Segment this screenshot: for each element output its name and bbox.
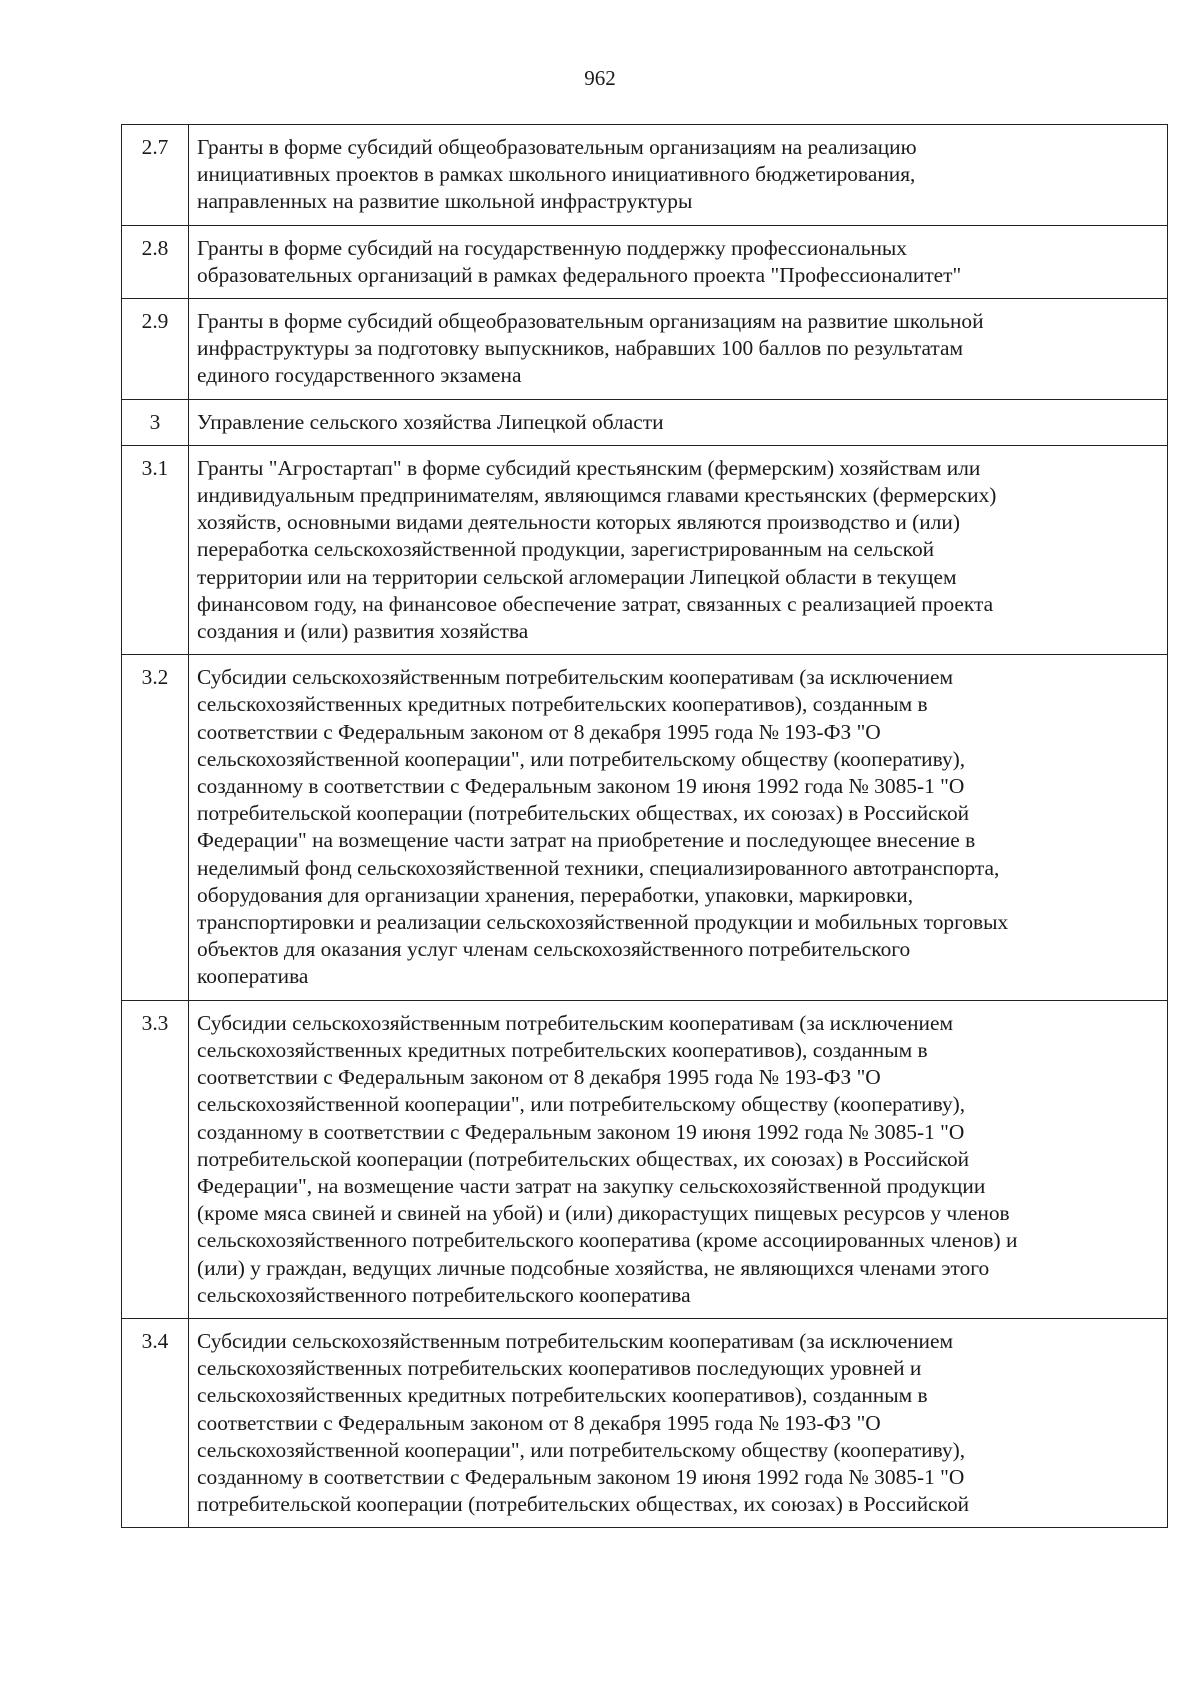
row-number: 3.4 bbox=[122, 1318, 189, 1527]
row-description bbox=[189, 445, 1168, 654]
table-row bbox=[122, 445, 1168, 654]
row-number: 3.2 bbox=[122, 655, 189, 1000]
description-line: образовательных организаций в рамках федерального проекта "Профессионалитет" bbox=[197, 262, 962, 287]
table-row bbox=[122, 399, 1168, 445]
description-line: неделимый фонд сельскохозяйственной техники, специализированного автотранспорта, bbox=[197, 855, 1000, 880]
row-description bbox=[189, 655, 1168, 1000]
description-line: Гранты в форме субсидий общеобразовательным организациям на реализацию bbox=[197, 135, 917, 159]
description-line: потребительской кооперации (потребительских обществах, их союзах) в Российской bbox=[197, 1492, 970, 1517]
description-line: (кроме мяса свиней и свиней на убой) и (или) дикорастущих пищевых ресурсов у членов bbox=[197, 1201, 1010, 1226]
table-row bbox=[122, 1318, 1168, 1527]
table-row bbox=[122, 299, 1168, 400]
description-line: инфраструктуры за подготовку выпускников, набравших 100 баллов по результатам bbox=[197, 336, 964, 361]
description-line: (или) у граждан, ведущих личные подсобные хозяйства, не являющихся членами этого bbox=[197, 1255, 990, 1280]
row-description bbox=[189, 125, 1168, 226]
description-line: Федерации", на возмещение части затрат на закупку сельскохозяйственной продукции bbox=[197, 1173, 986, 1198]
description-line: Управление сельского хозяйства Липецкой области bbox=[197, 409, 664, 434]
description-line: сельскохозяйственной кооперации", или потребительскому обществу (кооперативу), bbox=[197, 1092, 966, 1117]
row-number: 2.9 bbox=[122, 299, 189, 400]
description-line: Гранты "Агростартап" в форме субсидий крестьянским (фермерским) хозяйствам или bbox=[197, 455, 981, 480]
description-line: созданному в соответствии с Федеральным законом 19 июня 1992 года № 3085-1 "О bbox=[197, 1119, 965, 1144]
row-description bbox=[189, 1000, 1168, 1318]
description-line: соответствии с Федеральным законом от 8 декабря 1995 года № 193-ФЗ "О bbox=[197, 1065, 881, 1090]
description-line: сельскохозяйственных кредитных потребительских кооперативов), созданным в bbox=[197, 692, 928, 717]
row-description bbox=[189, 399, 1168, 445]
description-line: соответствии с Федеральным законом от 8 декабря 1995 года № 193-ФЗ "О bbox=[197, 719, 881, 744]
description-line: созданному в соответствии с Федеральным законом 19 июня 1992 года № 3085-1 "О bbox=[197, 774, 965, 799]
description-line: потребительской кооперации (потребительских обществах, их союзах) в Российской bbox=[197, 801, 970, 826]
row-number: 2.8 bbox=[122, 225, 189, 298]
description-line: индивидуальным предпринимателям, являющимся главами крестьянских (фермерских) bbox=[197, 483, 997, 508]
row-description bbox=[189, 1318, 1168, 1527]
description-line: Гранты в форме субсидий общеобразовательным организациям на развитие школьной bbox=[197, 309, 984, 334]
description-line: сельскохозяйственного потребительского кооператива (кроме ассоциированных членов) и bbox=[197, 1228, 1018, 1253]
subsidy-table-body bbox=[122, 125, 1168, 1528]
table-row bbox=[122, 125, 1168, 226]
description-line: Федерации" на возмещение части затрат на приобретение и последующее внесение в bbox=[197, 828, 976, 853]
page-number: 962 bbox=[584, 66, 616, 90]
row-description bbox=[189, 299, 1168, 400]
description-line: инициативных проектов в рамках школьного инициативного бюджетирования, bbox=[197, 162, 916, 187]
description-line: финансовом году, на финансовое обеспечение затрат, связанных с реализацией проекта bbox=[197, 591, 994, 616]
description-line: созданному в соответствии с Федеральным законом 19 июня 1992 года № 3085-1 "О bbox=[197, 1464, 965, 1489]
description-line: оборудования для организации хранения, переработки, упаковки, маркировки, bbox=[197, 882, 914, 907]
table-row bbox=[122, 655, 1168, 1000]
description-line: объектов для оказания услуг членам сельскохозяйственного потребительского bbox=[197, 937, 911, 962]
description-line: транспортировки и реализации сельскохозяйственной продукции и мобильных торговых bbox=[197, 910, 1009, 935]
description-line: сельскохозяйственных кредитных потребительских кооперативов), созданным в bbox=[197, 1383, 928, 1408]
description-line: направленных на развитие школьной инфраструктуры bbox=[197, 189, 693, 214]
table-row bbox=[122, 1000, 1168, 1318]
table-row bbox=[122, 225, 1168, 298]
subsidy-table bbox=[121, 124, 1168, 1528]
row-description bbox=[189, 225, 1168, 298]
description-line: Субсидии сельскохозяйственным потребительским кооперативам (за исключением bbox=[197, 1010, 954, 1035]
description-line: кооператива bbox=[197, 964, 309, 989]
row-number: 3.3 bbox=[122, 1000, 189, 1318]
row-number: 3 bbox=[122, 399, 189, 445]
description-line: сельскохозяйственного потребительского кооператива bbox=[197, 1282, 691, 1307]
row-number: 2.7 bbox=[122, 125, 189, 226]
description-line: создания и (или) развития хозяйства bbox=[197, 619, 529, 644]
description-line: сельскохозяйственной кооперации", или потребительскому обществу (кооперативу), bbox=[197, 1437, 966, 1462]
row-number: 3.1 bbox=[122, 445, 189, 654]
description-line: сельскохозяйственной кооперации", или потребительскому обществу (кооперативу), bbox=[197, 746, 966, 771]
description-line: Гранты в форме субсидий на государственную поддержку профессиональных bbox=[197, 235, 907, 260]
description-line: сельскохозяйственных кредитных потребительских кооперативов), созданным в bbox=[197, 1037, 928, 1062]
description-line: территории или на территории сельской агломерации Липецкой области в текущем bbox=[197, 564, 957, 589]
description-line: сельскохозяйственных потребительских кооперативов последующих уровней и bbox=[197, 1356, 922, 1381]
description-line: единого государственного экзамена bbox=[197, 363, 522, 388]
description-line: Субсидии сельскохозяйственным потребительским кооперативам (за исключением bbox=[197, 1328, 954, 1353]
description-line: хозяйств, основными видами деятельности которых являются производство и (или) bbox=[197, 510, 960, 535]
description-line: Субсидии сельскохозяйственным потребительским кооперативам (за исключением bbox=[197, 665, 954, 690]
description-line: потребительской кооперации (потребительских обществах, их союзах) в Российской bbox=[197, 1146, 970, 1171]
description-line: соответствии с Федеральным законом от 8 декабря 1995 года № 193-ФЗ "О bbox=[197, 1410, 881, 1435]
description-line: переработка сельскохозяйственной продукции, зарегистрированным на сельской bbox=[197, 537, 935, 562]
